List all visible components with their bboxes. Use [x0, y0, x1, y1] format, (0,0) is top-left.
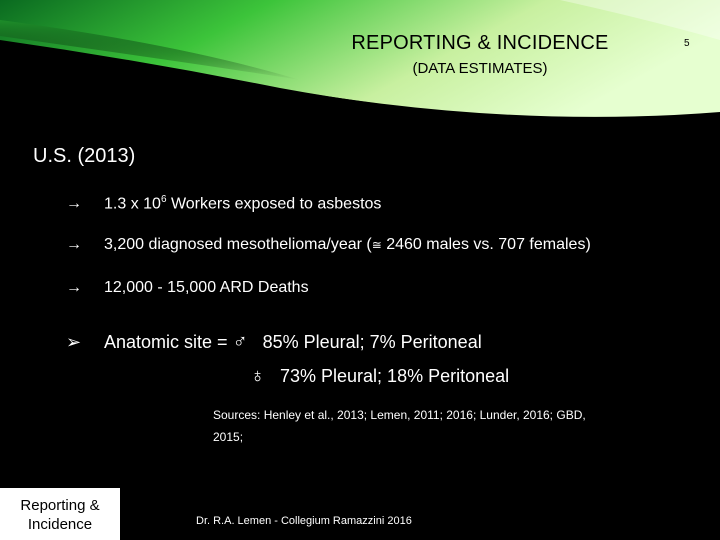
slide-number: 5	[684, 38, 690, 49]
bullet-ard-deaths	[66, 279, 309, 297]
bullet-exponent: 6	[160, 194, 167, 205]
bullet-text: 1.3 x 10	[104, 195, 161, 213]
female-symbol-icon: ♁	[250, 365, 265, 387]
arrowhead-bullet-icon: ➢	[66, 332, 82, 352]
bullet-workers-exposed	[66, 194, 381, 213]
male-distribution: 85% Pleural; 7% Peritoneal	[262, 332, 482, 352]
section-logo-text	[8, 496, 112, 534]
arrow-icon: →	[66, 195, 82, 213]
bullet-text: Workers exposed to asbestos	[166, 195, 382, 213]
slide-title: REPORTING & INCIDENCE	[351, 32, 609, 54]
sources-line: Sources: Henley et al., 2013; Lemen, 2011; 2016; Lunder, 2016; GBD,	[213, 408, 586, 422]
sources-citation	[213, 404, 673, 448]
sources-line: 2015;	[213, 430, 244, 444]
logo-line: Incidence	[27, 516, 93, 533]
male-symbol-icon: ♂	[232, 331, 248, 353]
section-heading: U.S. (2013)	[33, 145, 136, 167]
approx-symbol: ≅	[371, 238, 382, 252]
anatomic-site-male	[66, 331, 482, 354]
arrow-icon: →	[66, 236, 82, 253]
bullet-text: 12,000 - 15,000 ARD Deaths	[104, 279, 309, 296]
anatomic-site-female	[250, 365, 509, 388]
arrow-icon: →	[66, 279, 82, 296]
bullet-mesothelioma	[66, 236, 591, 254]
female-distribution: 73% Pleural; 18% Peritoneal	[280, 366, 510, 386]
footer-credit: Dr. R.A. Lemen - Collegium Ramazzini 2016	[196, 515, 412, 527]
logo-line: Reporting &	[20, 497, 100, 514]
slide-subtitle: (DATA ESTIMATES)	[412, 60, 548, 77]
bullet-text: 2460 males vs. 707 females)	[381, 236, 591, 253]
bullet-text: 3,200 diagnosed mesothelioma/year (	[104, 236, 372, 253]
anatomic-label: Anatomic site =	[104, 332, 228, 352]
